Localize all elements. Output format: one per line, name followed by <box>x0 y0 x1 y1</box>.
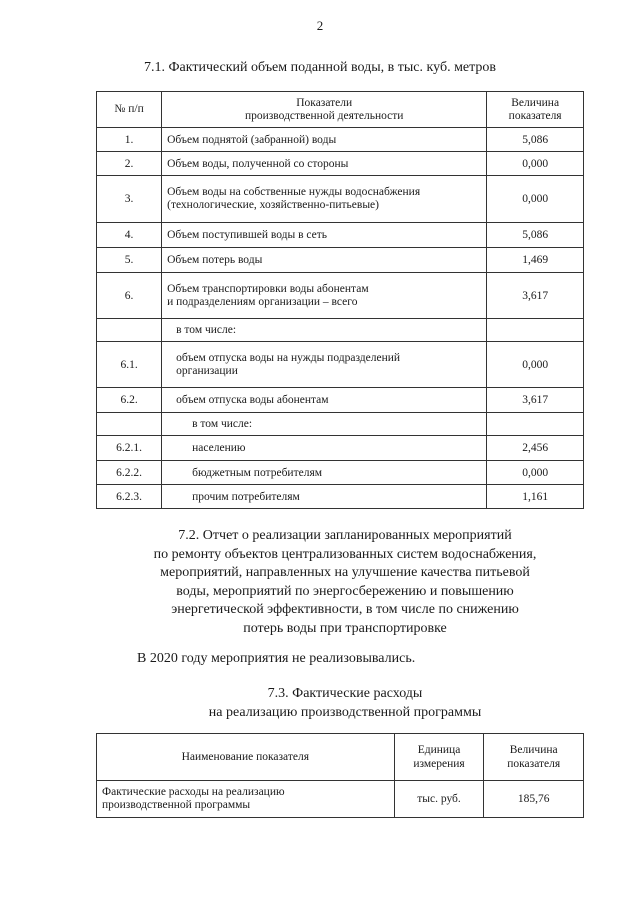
section-7-1-title: 7.1. Фактический объем поданной воды, в тыс. куб. метров <box>143 60 497 75</box>
header-indicator-name: Наименование показателя <box>97 734 395 781</box>
table-row: 2. Объем воды, полученной со стороны 0,000 <box>97 152 584 176</box>
table-row: 3. Объем воды на собственные нужды водоснабжения (технологические, хозяйственно-питьевые) 0,000 <box>97 176 584 223</box>
section-7-3-title: 7.3. Фактические расходы на реализацию производственной программы <box>208 686 482 720</box>
table-header-row <box>97 734 584 781</box>
table-row: 1. Объем поднятой (забранной) воды 5,086 <box>97 128 584 152</box>
table-row: в том числе: <box>97 319 584 342</box>
header-value: Величина показателя <box>484 734 584 781</box>
table-row: в том числе: <box>97 413 584 436</box>
table-row: 6.2.3. прочим потребителям 1,161 <box>97 485 584 509</box>
expenses-table <box>96 733 584 818</box>
table-row: 6.2. объем отпуска воды абонентам 3,617 <box>97 388 584 413</box>
table-header-row <box>97 92 584 128</box>
table-row: 4. Объем поступившей воды в сеть 5,086 <box>97 223 584 248</box>
header-value: Величина показателя <box>487 92 584 128</box>
page-number: 2 <box>316 18 324 33</box>
header-unit: Единица измерения <box>394 734 484 781</box>
table-row: 6.2.2. бюджетным потребителям 0,000 <box>97 461 584 485</box>
header-indicator: Показатели производственной деятельности <box>162 92 487 128</box>
header-number: № п/п <box>97 92 162 128</box>
table-row: 5. Объем потерь воды 1,469 <box>97 248 584 273</box>
section-7-2-text: В 2020 году мероприятия не реализовывались. <box>137 651 416 666</box>
table-row: 6.2.1. населению 2,456 <box>97 436 584 461</box>
section-7-2-title: 7.2. Отчет о реализации запланированных мероприятий по ремонту объектов централизованных систем водоснабжения, мероприятий, направленных на улучшение качества питьевой воды, мероприятий по энергосбережению и повышению энергетической эффективности, в том числе по снижению потерь воды при транспортировке <box>153 528 537 636</box>
water-volume-table <box>96 91 584 509</box>
table-row: 6.1. объем отпуска воды на нужды подразделений организации 0,000 <box>97 342 584 388</box>
table-row: Фактические расходы на реализацию производственной программы тыс. руб. 185,76 <box>97 781 584 818</box>
table-row: 6. Объем транспортировки воды абонентам и подразделениям организации – всего 3,617 <box>97 273 584 319</box>
